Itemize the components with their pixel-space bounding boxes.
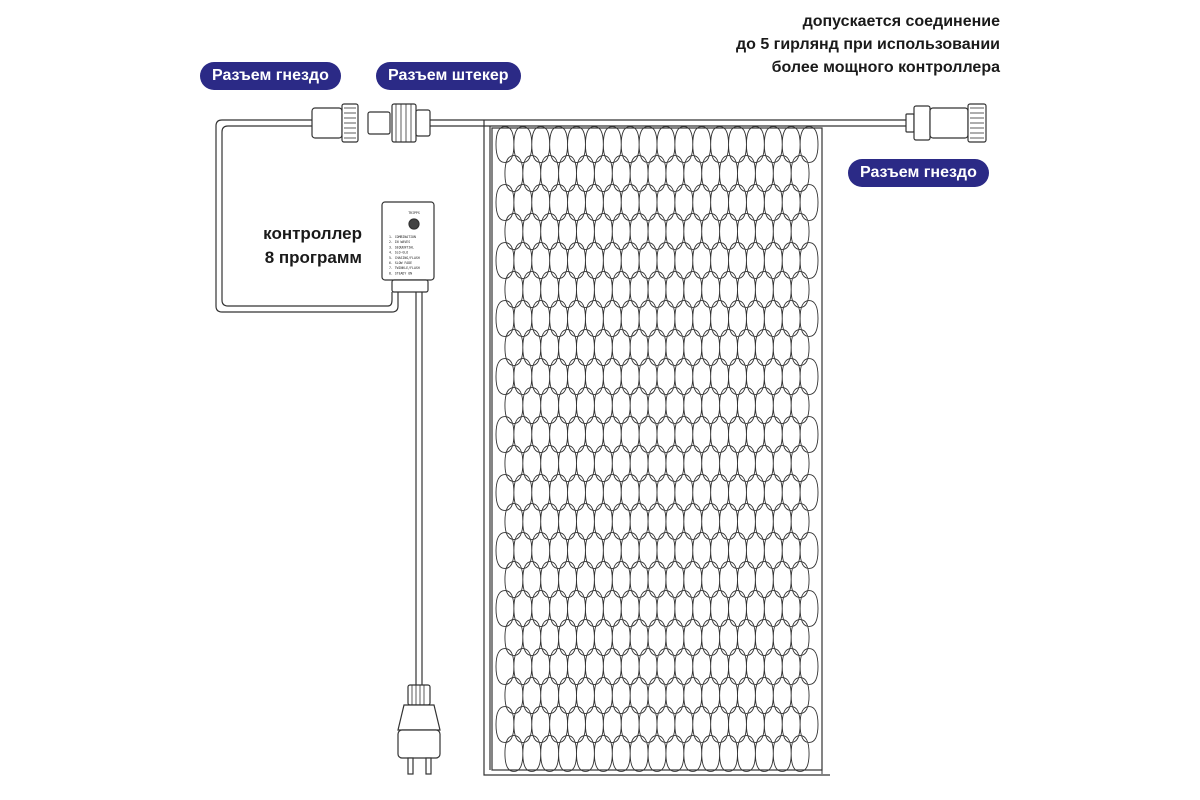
note-line-3: более мощного контроллера	[771, 59, 1000, 76]
left-socket-connector	[312, 104, 358, 142]
loop-wire-inner	[222, 126, 392, 306]
led-net-mesh	[492, 127, 822, 774]
plug-connector	[368, 104, 430, 142]
label-plug: Разъем штекер	[376, 62, 521, 90]
note-line-1: допускается соединение	[802, 13, 1000, 30]
controller-program-1: 1. COMBINATION	[389, 235, 416, 239]
connection-note	[736, 10, 1000, 79]
loop-wire	[216, 120, 398, 312]
note-line-2: до 5 гирлянд при использовании	[735, 36, 1000, 53]
controller-label-line-1: контроллер	[263, 224, 362, 243]
controller-program-8: 8. STEADY ON	[389, 271, 413, 276]
net-edge-lead	[492, 726, 822, 774]
controller-box	[382, 202, 434, 292]
controller-label	[250, 222, 362, 270]
controller-header: TRIPPS	[408, 211, 420, 215]
net-cells	[496, 127, 818, 772]
label-socket-left: Разъем гнездо	[200, 62, 341, 90]
controller-program-4: 4. SLO-GLO	[389, 250, 409, 255]
power-plug	[398, 685, 440, 774]
net-edge-lead	[492, 150, 822, 198]
power-cable	[416, 292, 422, 685]
controller-program-3: 3. SEQUENTIAL	[389, 245, 414, 250]
controller-program-5: 5. CHASING/FLASH	[389, 255, 420, 260]
controller-program-7: 7. TWINKLE/FLASH	[389, 266, 420, 271]
top-cable	[430, 120, 900, 126]
controller-label-line-2: 8 программ	[264, 248, 362, 267]
controller-program-2: 2. IN WAVES	[389, 240, 411, 245]
controller-program-6: 6. SLOW FADE	[389, 261, 413, 265]
label-socket-right: Разъем гнездо	[848, 159, 989, 187]
controller-button-icon	[409, 219, 419, 229]
right-tail	[900, 120, 906, 126]
right-socket-connector	[906, 104, 986, 142]
